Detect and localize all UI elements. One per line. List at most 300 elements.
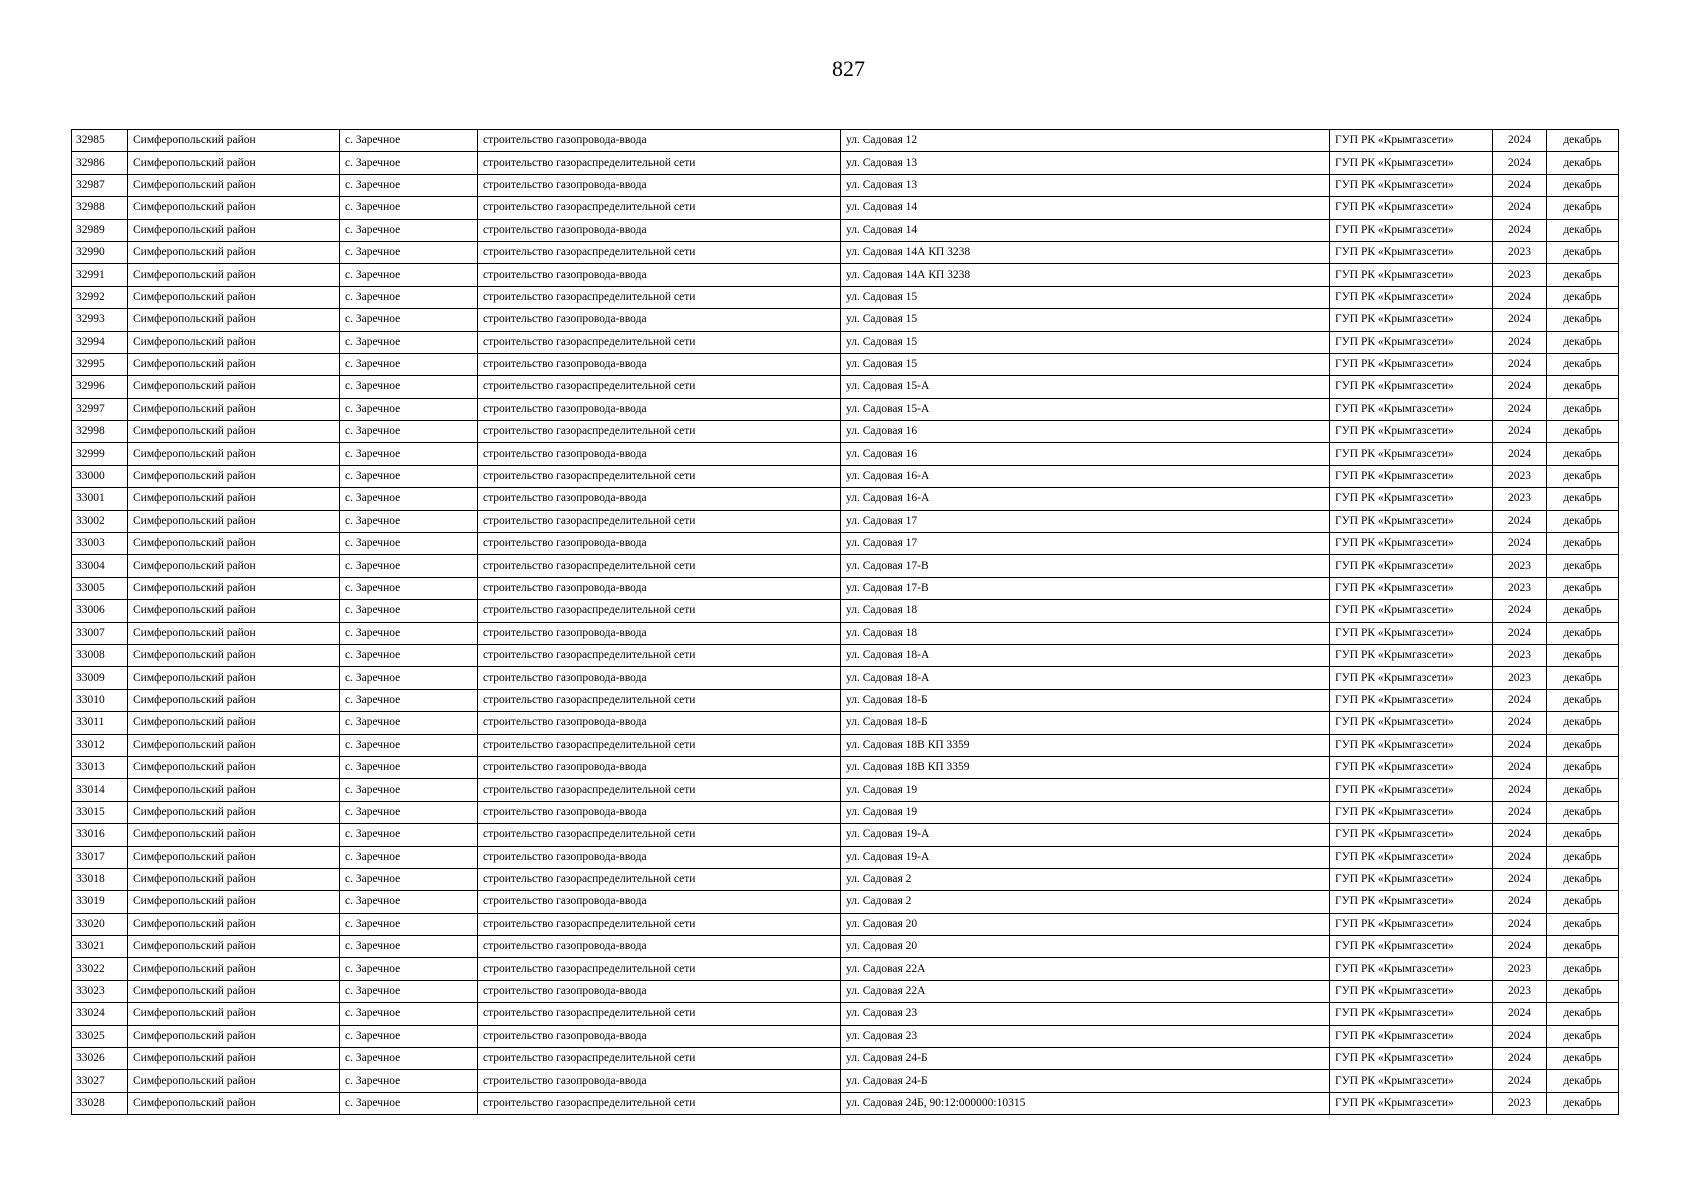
- cell-month: декабрь: [1547, 555, 1619, 577]
- cell-district: Симферопольский район: [128, 398, 340, 420]
- cell-work-type: строительство газораспределительной сети: [478, 644, 841, 666]
- cell-settlement: с. Заречное: [340, 421, 478, 443]
- cell-work-type: строительство газопровода-ввода: [478, 398, 841, 420]
- cell-row-number: 32998: [72, 421, 128, 443]
- cell-organization: ГУП РК «Крымгазсети»: [1330, 130, 1493, 152]
- cell-month: декабрь: [1547, 644, 1619, 666]
- cell-work-type: строительство газопровода-ввода: [478, 533, 841, 555]
- cell-settlement: с. Заречное: [340, 152, 478, 174]
- cell-month: декабрь: [1547, 421, 1619, 443]
- cell-district: Симферопольский район: [128, 130, 340, 152]
- cell-district: Симферопольский район: [128, 376, 340, 398]
- cell-organization: ГУП РК «Крымгазсети»: [1330, 846, 1493, 868]
- cell-settlement: с. Заречное: [340, 644, 478, 666]
- cell-work-type: строительство газораспределительной сети: [478, 958, 841, 980]
- cell-district: Симферопольский район: [128, 667, 340, 689]
- cell-month: декабрь: [1547, 398, 1619, 420]
- cell-work-type: строительство газораспределительной сети: [478, 689, 841, 711]
- cell-address: ул. Садовая 18В КП 3359: [841, 756, 1330, 778]
- cell-district: Симферопольский район: [128, 600, 340, 622]
- cell-district: Симферопольский район: [128, 1092, 340, 1114]
- cell-address: ул. Садовая 18: [841, 622, 1330, 644]
- cell-district: Симферопольский район: [128, 443, 340, 465]
- cell-year: 2024: [1493, 443, 1547, 465]
- cell-work-type: строительство газораспределительной сети: [478, 152, 841, 174]
- cell-district: Симферопольский район: [128, 353, 340, 375]
- cell-address: ул. Садовая 18В КП 3359: [841, 734, 1330, 756]
- cell-row-number: 32999: [72, 443, 128, 465]
- cell-address: ул. Садовая 17-В: [841, 555, 1330, 577]
- cell-month: декабрь: [1547, 241, 1619, 263]
- cell-row-number: 33016: [72, 824, 128, 846]
- cell-month: декабрь: [1547, 510, 1619, 532]
- cell-year: 2023: [1493, 555, 1547, 577]
- cell-row-number: 33018: [72, 868, 128, 890]
- cell-work-type: строительство газопровода-ввода: [478, 667, 841, 689]
- table-row: [72, 152, 1619, 174]
- cell-year: 2024: [1493, 689, 1547, 711]
- cell-district: Симферопольский район: [128, 465, 340, 487]
- cell-month: декабрь: [1547, 958, 1619, 980]
- table-row: [72, 555, 1619, 577]
- cell-year: 2023: [1493, 644, 1547, 666]
- cell-row-number: 32990: [72, 241, 128, 263]
- cell-month: декабрь: [1547, 197, 1619, 219]
- cell-district: Симферопольский район: [128, 936, 340, 958]
- cell-organization: ГУП РК «Крымгазсети»: [1330, 174, 1493, 196]
- cell-address: ул. Садовая 19: [841, 801, 1330, 823]
- cell-work-type: строительство газопровода-ввода: [478, 264, 841, 286]
- cell-row-number: 32996: [72, 376, 128, 398]
- cell-row-number: 32995: [72, 353, 128, 375]
- cell-month: декабрь: [1547, 689, 1619, 711]
- cell-year: 2024: [1493, 219, 1547, 241]
- cell-row-number: 33023: [72, 980, 128, 1002]
- cell-work-type: строительство газораспределительной сети: [478, 510, 841, 532]
- cell-address: ул. Садовая 14А КП 3238: [841, 264, 1330, 286]
- cell-organization: ГУП РК «Крымгазсети»: [1330, 936, 1493, 958]
- cell-month: декабрь: [1547, 1070, 1619, 1092]
- cell-organization: ГУП РК «Крымгазсети»: [1330, 824, 1493, 846]
- cell-settlement: с. Заречное: [340, 555, 478, 577]
- cell-district: Симферопольский район: [128, 286, 340, 308]
- cell-address: ул. Садовая 18: [841, 600, 1330, 622]
- cell-address: ул. Садовая 15-А: [841, 376, 1330, 398]
- cell-row-number: 33003: [72, 533, 128, 555]
- cell-address: ул. Садовая 2: [841, 868, 1330, 890]
- table-row: [72, 667, 1619, 689]
- cell-district: Симферопольский район: [128, 152, 340, 174]
- table-row: [72, 734, 1619, 756]
- cell-organization: ГУП РК «Крымгазсети»: [1330, 577, 1493, 599]
- cell-address: ул. Садовая 14: [841, 197, 1330, 219]
- cell-address: ул. Садовая 19-А: [841, 824, 1330, 846]
- cell-district: Симферопольский район: [128, 174, 340, 196]
- cell-row-number: 33004: [72, 555, 128, 577]
- table-row: [72, 533, 1619, 555]
- cell-year: 2024: [1493, 734, 1547, 756]
- cell-organization: ГУП РК «Крымгазсети»: [1330, 622, 1493, 644]
- cell-row-number: 32997: [72, 398, 128, 420]
- cell-row-number: 33028: [72, 1092, 128, 1114]
- table-row: [72, 421, 1619, 443]
- cell-work-type: строительство газопровода-ввода: [478, 219, 841, 241]
- table-row: [72, 868, 1619, 890]
- cell-address: ул. Садовая 2: [841, 891, 1330, 913]
- cell-district: Симферопольский район: [128, 1070, 340, 1092]
- table-row: [72, 689, 1619, 711]
- table-row: [72, 913, 1619, 935]
- cell-district: Симферопольский район: [128, 846, 340, 868]
- cell-month: декабрь: [1547, 756, 1619, 778]
- cell-district: Симферопольский район: [128, 980, 340, 1002]
- cell-settlement: с. Заречное: [340, 779, 478, 801]
- cell-row-number: 32988: [72, 197, 128, 219]
- cell-district: Симферопольский район: [128, 241, 340, 263]
- cell-work-type: строительство газораспределительной сети: [478, 913, 841, 935]
- cell-district: Симферопольский район: [128, 958, 340, 980]
- cell-year: 2024: [1493, 331, 1547, 353]
- cell-address: ул. Садовая 23: [841, 1003, 1330, 1025]
- table-row: [72, 936, 1619, 958]
- cell-settlement: с. Заречное: [340, 376, 478, 398]
- cell-settlement: с. Заречное: [340, 1048, 478, 1070]
- cell-address: ул. Садовая 20: [841, 936, 1330, 958]
- cell-year: 2023: [1493, 465, 1547, 487]
- cell-work-type: строительство газораспределительной сети: [478, 600, 841, 622]
- cell-organization: ГУП РК «Крымгазсети»: [1330, 644, 1493, 666]
- cell-organization: ГУП РК «Крымгазсети»: [1330, 533, 1493, 555]
- cell-year: 2024: [1493, 1025, 1547, 1047]
- cell-address: ул. Садовая 24-Б: [841, 1048, 1330, 1070]
- cell-address: ул. Садовая 16: [841, 421, 1330, 443]
- cell-district: Симферопольский район: [128, 510, 340, 532]
- cell-year: 2024: [1493, 936, 1547, 958]
- cell-work-type: строительство газопровода-ввода: [478, 577, 841, 599]
- cell-settlement: с. Заречное: [340, 353, 478, 375]
- cell-row-number: 33024: [72, 1003, 128, 1025]
- table-row: [72, 801, 1619, 823]
- cell-year: 2023: [1493, 667, 1547, 689]
- cell-district: Симферопольский район: [128, 779, 340, 801]
- cell-organization: ГУП РК «Крымгазсети»: [1330, 286, 1493, 308]
- cell-settlement: с. Заречное: [340, 241, 478, 263]
- cell-year: 2024: [1493, 309, 1547, 331]
- cell-settlement: с. Заречное: [340, 174, 478, 196]
- table-row: [72, 600, 1619, 622]
- cell-month: декабрь: [1547, 868, 1619, 890]
- table-row: [72, 130, 1619, 152]
- table-row: [72, 241, 1619, 263]
- cell-year: 2024: [1493, 152, 1547, 174]
- cell-settlement: с. Заречное: [340, 286, 478, 308]
- cell-address: ул. Садовая 18-Б: [841, 689, 1330, 711]
- cell-year: 2024: [1493, 376, 1547, 398]
- cell-work-type: строительство газораспределительной сети: [478, 376, 841, 398]
- cell-settlement: с. Заречное: [340, 1025, 478, 1047]
- cell-district: Симферопольский район: [128, 331, 340, 353]
- cell-district: Симферопольский район: [128, 197, 340, 219]
- table-row: [72, 756, 1619, 778]
- cell-district: Симферопольский район: [128, 1025, 340, 1047]
- cell-month: декабрь: [1547, 331, 1619, 353]
- cell-organization: ГУП РК «Крымгазсети»: [1330, 891, 1493, 913]
- cell-year: 2024: [1493, 353, 1547, 375]
- cell-year: 2023: [1493, 241, 1547, 263]
- cell-address: ул. Садовая 16: [841, 443, 1330, 465]
- table-row: [72, 174, 1619, 196]
- cell-year: 2024: [1493, 846, 1547, 868]
- cell-row-number: 33008: [72, 644, 128, 666]
- cell-organization: ГУП РК «Крымгазсети»: [1330, 421, 1493, 443]
- cell-settlement: с. Заречное: [340, 465, 478, 487]
- cell-district: Симферопольский район: [128, 689, 340, 711]
- cell-row-number: 32989: [72, 219, 128, 241]
- cell-settlement: с. Заречное: [340, 622, 478, 644]
- cell-district: Симферопольский район: [128, 488, 340, 510]
- cell-row-number: 33021: [72, 936, 128, 958]
- cell-row-number: 33019: [72, 891, 128, 913]
- cell-year: 2024: [1493, 801, 1547, 823]
- cell-organization: ГУП РК «Крымгазсети»: [1330, 801, 1493, 823]
- cell-row-number: 33012: [72, 734, 128, 756]
- cell-district: Симферопольский район: [128, 555, 340, 577]
- cell-organization: ГУП РК «Крымгазсети»: [1330, 197, 1493, 219]
- cell-address: ул. Садовая 12: [841, 130, 1330, 152]
- cell-organization: ГУП РК «Крымгазсети»: [1330, 958, 1493, 980]
- cell-year: 2024: [1493, 622, 1547, 644]
- cell-work-type: строительство газораспределительной сети: [478, 555, 841, 577]
- table-row: [72, 1092, 1619, 1114]
- cell-settlement: с. Заречное: [340, 756, 478, 778]
- table-row: [72, 398, 1619, 420]
- cell-month: декабрь: [1547, 779, 1619, 801]
- cell-work-type: строительство газораспределительной сети: [478, 286, 841, 308]
- cell-address: ул. Садовая 15: [841, 309, 1330, 331]
- cell-organization: ГУП РК «Крымгазсети»: [1330, 241, 1493, 263]
- cell-district: Симферопольский район: [128, 1048, 340, 1070]
- cell-settlement: с. Заречное: [340, 398, 478, 420]
- cell-district: Симферопольский район: [128, 421, 340, 443]
- cell-organization: ГУП РК «Крымгазсети»: [1330, 1048, 1493, 1070]
- cell-work-type: строительство газопровода-ввода: [478, 488, 841, 510]
- cell-year: 2024: [1493, 756, 1547, 778]
- cell-settlement: с. Заречное: [340, 510, 478, 532]
- cell-address: ул. Садовая 18-А: [841, 644, 1330, 666]
- cell-settlement: с. Заречное: [340, 913, 478, 935]
- cell-month: декабрь: [1547, 980, 1619, 1002]
- table-row: [72, 197, 1619, 219]
- table-row: [72, 622, 1619, 644]
- cell-row-number: 33005: [72, 577, 128, 599]
- table-row: [72, 219, 1619, 241]
- cell-work-type: строительство газораспределительной сети: [478, 824, 841, 846]
- cell-address: ул. Садовая 13: [841, 152, 1330, 174]
- cell-address: ул. Садовая 23: [841, 1025, 1330, 1047]
- cell-work-type: строительство газораспределительной сети: [478, 241, 841, 263]
- cell-address: ул. Садовая 18-Б: [841, 712, 1330, 734]
- cell-year: 2023: [1493, 1092, 1547, 1114]
- cell-year: 2023: [1493, 980, 1547, 1002]
- table-row: [72, 286, 1619, 308]
- table-row: [72, 309, 1619, 331]
- cell-work-type: строительство газораспределительной сети: [478, 197, 841, 219]
- cell-organization: ГУП РК «Крымгазсети»: [1330, 353, 1493, 375]
- cell-settlement: с. Заречное: [340, 1070, 478, 1092]
- table-row: [72, 891, 1619, 913]
- cell-row-number: 32985: [72, 130, 128, 152]
- cell-settlement: с. Заречное: [340, 958, 478, 980]
- cell-settlement: с. Заречное: [340, 488, 478, 510]
- cell-month: декабрь: [1547, 1048, 1619, 1070]
- cell-district: Симферопольский район: [128, 264, 340, 286]
- cell-work-type: строительство газораспределительной сети: [478, 421, 841, 443]
- cell-settlement: с. Заречное: [340, 600, 478, 622]
- cell-month: декабрь: [1547, 667, 1619, 689]
- cell-organization: ГУП РК «Крымгазсети»: [1330, 913, 1493, 935]
- cell-work-type: строительство газораспределительной сети: [478, 1003, 841, 1025]
- cell-row-number: 32992: [72, 286, 128, 308]
- cell-organization: ГУП РК «Крымгазсети»: [1330, 376, 1493, 398]
- registry-table: [71, 129, 1619, 1115]
- cell-organization: ГУП РК «Крымгазсети»: [1330, 712, 1493, 734]
- cell-work-type: строительство газопровода-ввода: [478, 936, 841, 958]
- cell-organization: ГУП РК «Крымгазсети»: [1330, 443, 1493, 465]
- cell-month: декабрь: [1547, 712, 1619, 734]
- cell-work-type: строительство газопровода-ввода: [478, 712, 841, 734]
- cell-month: декабрь: [1547, 1025, 1619, 1047]
- cell-year: 2024: [1493, 779, 1547, 801]
- cell-month: декабрь: [1547, 488, 1619, 510]
- cell-organization: ГУП РК «Крымгазсети»: [1330, 398, 1493, 420]
- cell-month: декабрь: [1547, 264, 1619, 286]
- cell-settlement: с. Заречное: [340, 689, 478, 711]
- cell-address: ул. Садовая 15: [841, 331, 1330, 353]
- cell-row-number: 33000: [72, 465, 128, 487]
- cell-month: декабрь: [1547, 1003, 1619, 1025]
- cell-district: Симферопольский район: [128, 309, 340, 331]
- cell-work-type: строительство газопровода-ввода: [478, 443, 841, 465]
- table-row: [72, 353, 1619, 375]
- cell-district: Симферопольский район: [128, 801, 340, 823]
- cell-settlement: с. Заречное: [340, 577, 478, 599]
- cell-month: декабрь: [1547, 465, 1619, 487]
- cell-settlement: с. Заречное: [340, 824, 478, 846]
- cell-year: 2023: [1493, 488, 1547, 510]
- table-body: [72, 130, 1619, 1115]
- cell-year: 2024: [1493, 1048, 1547, 1070]
- cell-row-number: 33013: [72, 756, 128, 778]
- cell-month: декабрь: [1547, 219, 1619, 241]
- table-row: [72, 577, 1619, 599]
- cell-organization: ГУП РК «Крымгазсети»: [1330, 465, 1493, 487]
- cell-year: 2024: [1493, 533, 1547, 555]
- cell-settlement: с. Заречное: [340, 130, 478, 152]
- cell-year: 2024: [1493, 1003, 1547, 1025]
- cell-row-number: 33027: [72, 1070, 128, 1092]
- cell-month: декабрь: [1547, 152, 1619, 174]
- cell-work-type: строительство газопровода-ввода: [478, 1025, 841, 1047]
- cell-organization: ГУП РК «Крымгазсети»: [1330, 1092, 1493, 1114]
- cell-settlement: с. Заречное: [340, 331, 478, 353]
- cell-address: ул. Садовая 19-А: [841, 846, 1330, 868]
- table-row: [72, 958, 1619, 980]
- cell-organization: ГУП РК «Крымгазсети»: [1330, 309, 1493, 331]
- cell-settlement: с. Заречное: [340, 309, 478, 331]
- cell-address: ул. Садовая 20: [841, 913, 1330, 935]
- cell-district: Симферопольский район: [128, 533, 340, 555]
- cell-row-number: 33017: [72, 846, 128, 868]
- cell-row-number: 32986: [72, 152, 128, 174]
- cell-address: ул. Садовая 16-А: [841, 465, 1330, 487]
- cell-work-type: строительство газопровода-ввода: [478, 891, 841, 913]
- cell-organization: ГУП РК «Крымгазсети»: [1330, 264, 1493, 286]
- cell-month: декабрь: [1547, 577, 1619, 599]
- cell-address: ул. Садовая 22А: [841, 958, 1330, 980]
- cell-month: декабрь: [1547, 1092, 1619, 1114]
- cell-district: Симферопольский район: [128, 1003, 340, 1025]
- cell-work-type: строительство газораспределительной сети: [478, 1048, 841, 1070]
- cell-settlement: с. Заречное: [340, 443, 478, 465]
- cell-settlement: с. Заречное: [340, 712, 478, 734]
- table-row: [72, 488, 1619, 510]
- cell-work-type: строительство газораспределительной сети: [478, 331, 841, 353]
- cell-year: 2023: [1493, 264, 1547, 286]
- cell-settlement: с. Заречное: [340, 846, 478, 868]
- cell-address: ул. Садовая 14: [841, 219, 1330, 241]
- cell-month: декабрь: [1547, 533, 1619, 555]
- cell-address: ул. Садовая 24Б, 90:12:000000:10315: [841, 1092, 1330, 1114]
- cell-row-number: 32991: [72, 264, 128, 286]
- cell-row-number: 33001: [72, 488, 128, 510]
- cell-month: декабрь: [1547, 174, 1619, 196]
- cell-address: ул. Садовая 15: [841, 353, 1330, 375]
- cell-work-type: строительство газопровода-ввода: [478, 309, 841, 331]
- cell-address: ул. Садовая 15: [841, 286, 1330, 308]
- cell-settlement: с. Заречное: [340, 219, 478, 241]
- cell-district: Симферопольский район: [128, 219, 340, 241]
- cell-row-number: 33002: [72, 510, 128, 532]
- cell-address: ул. Садовая 19: [841, 779, 1330, 801]
- cell-year: 2024: [1493, 398, 1547, 420]
- cell-settlement: с. Заречное: [340, 734, 478, 756]
- cell-work-type: строительство газопровода-ввода: [478, 174, 841, 196]
- cell-year: 2024: [1493, 421, 1547, 443]
- table-row: [72, 824, 1619, 846]
- cell-month: декабрь: [1547, 913, 1619, 935]
- cell-organization: ГУП РК «Крымгазсети»: [1330, 488, 1493, 510]
- cell-organization: ГУП РК «Крымгазсети»: [1330, 756, 1493, 778]
- cell-district: Симферопольский район: [128, 622, 340, 644]
- table-row: [72, 376, 1619, 398]
- cell-address: ул. Садовая 18-А: [841, 667, 1330, 689]
- cell-month: декабрь: [1547, 801, 1619, 823]
- cell-work-type: строительство газопровода-ввода: [478, 622, 841, 644]
- cell-organization: ГУП РК «Крымгазсети»: [1330, 734, 1493, 756]
- cell-row-number: 33020: [72, 913, 128, 935]
- table-row: [72, 980, 1619, 1002]
- cell-work-type: строительство газораспределительной сети: [478, 734, 841, 756]
- cell-organization: ГУП РК «Крымгазсети»: [1330, 667, 1493, 689]
- cell-work-type: строительство газопровода-ввода: [478, 980, 841, 1002]
- cell-address: ул. Садовая 16-А: [841, 488, 1330, 510]
- cell-work-type: строительство газопровода-ввода: [478, 353, 841, 375]
- cell-address: ул. Садовая 14А КП 3238: [841, 241, 1330, 263]
- cell-address: ул. Садовая 22А: [841, 980, 1330, 1002]
- cell-district: Симферопольский район: [128, 868, 340, 890]
- table-row: [72, 443, 1619, 465]
- cell-month: декабрь: [1547, 130, 1619, 152]
